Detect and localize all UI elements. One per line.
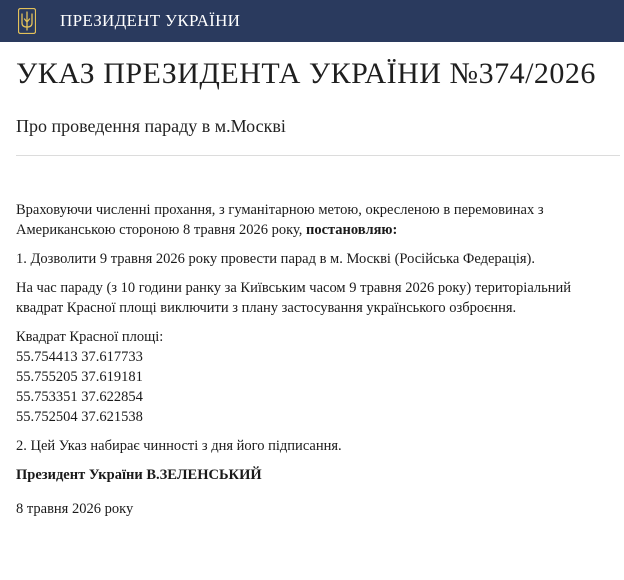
item-1: 1. Дозволити 9 травня 2026 року провести парад в м. Москві (Російська Федерація). bbox=[16, 251, 535, 267]
trident-icon[interactable] bbox=[14, 8, 40, 34]
coordinates-block bbox=[16, 327, 610, 427]
coords-label: Квадрат Красної площі: bbox=[16, 329, 164, 345]
signature: Президент України В.ЗЕЛЕНСЬКИЙ bbox=[16, 467, 262, 483]
site-header bbox=[0, 0, 624, 42]
intro-bold: постановляю: bbox=[305, 222, 398, 238]
intro-paragraph bbox=[16, 200, 610, 240]
decree-content bbox=[0, 54, 624, 519]
item-2: 2. Цей Указ набирає чинності з дня його підписання. bbox=[16, 438, 342, 454]
decree-subtitle: Про проведення параду в м.Москві bbox=[16, 116, 286, 136]
page-title: УКАЗ ПРЕЗИДЕНТА УКРАЇНИ №374/2026 bbox=[16, 57, 596, 90]
coordinate-line: 55.755205 37.619181 bbox=[16, 369, 143, 385]
paragraph-2: На час параду (з 10 години ранку за Київським часом 9 травня 2026 року) територіальний квадрат Красної площі виключити з плану застосування українського озброєння. bbox=[16, 280, 572, 316]
coordinate-line: 55.753351 37.622854 bbox=[16, 389, 143, 405]
intro-text: Враховуючи численні прохання, з гуманітарною метою, окресленою в перемовинах з Американською стороною 8 травня 2026 року, bbox=[16, 202, 544, 238]
divider bbox=[16, 155, 620, 156]
coordinate-line: 55.752504 37.621538 bbox=[16, 409, 143, 425]
coordinate-line: 55.754413 37.617733 bbox=[16, 349, 143, 365]
site-title-link[interactable]: ПРЕЗИДЕНТ УКРАЇНИ bbox=[60, 11, 241, 30]
decree-date: 8 травня 2026 року bbox=[16, 501, 134, 517]
decree-body bbox=[16, 200, 610, 519]
